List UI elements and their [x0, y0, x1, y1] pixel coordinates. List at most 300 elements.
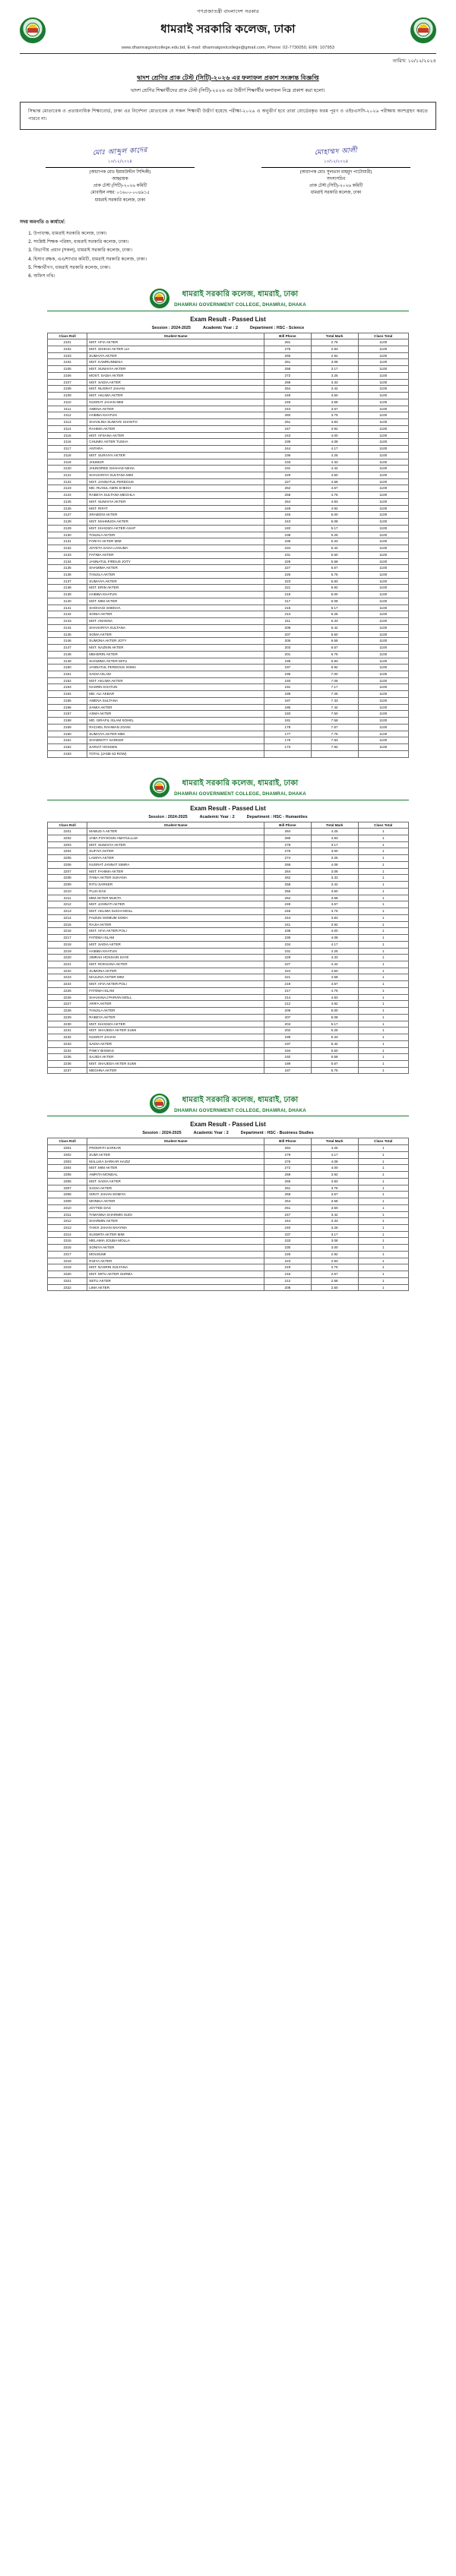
table-cell: 2102 — [48, 346, 87, 353]
table-cell: 217 — [264, 987, 312, 994]
table-cell: 2229 — [48, 1014, 87, 1021]
table-cell: 1100 — [358, 645, 409, 652]
table-cell: 4.25 — [311, 948, 358, 955]
table-row — [48, 519, 409, 526]
table-cell: 5.00 — [311, 1008, 358, 1015]
table-cell: 3.50 — [311, 888, 358, 895]
table-cell: 2123 — [48, 485, 87, 492]
table-cell: 2130 — [48, 532, 87, 538]
table-cell: 2212 — [48, 901, 87, 908]
table-cell: 5.42 — [311, 545, 358, 552]
table-cell: 201 — [264, 651, 312, 658]
table-cell: 4.75 — [311, 492, 358, 499]
table-cell: 187 — [264, 697, 312, 704]
meta-session: Session : 2024-2025 — [148, 814, 188, 819]
table-row — [48, 848, 409, 855]
table-cell: 6.17 — [311, 605, 358, 611]
table-cell: SHAHANAJ PARVIN MOLL — [87, 994, 264, 1001]
table-cell: 1100 — [358, 571, 409, 578]
table-cell: MST. ROKSANA AKTER — [87, 961, 264, 968]
table-cell: 2201 — [48, 829, 87, 835]
table-cell: SHOHAGI SHEKHA — [87, 605, 264, 611]
table-row — [48, 987, 409, 994]
table-cell: TOTAL (JANE 63 ROW) — [87, 750, 264, 757]
table-cell: 7.25 — [311, 691, 358, 698]
table-cell: 219 — [264, 592, 312, 598]
table-cell: 4.33 — [311, 459, 358, 466]
table-row — [48, 485, 409, 492]
column-header: Class Roll — [48, 1138, 87, 1145]
table-cell: 1 — [358, 1264, 409, 1271]
table-cell: 1100 — [358, 393, 409, 399]
table-row — [48, 948, 409, 955]
table-cell: 4.33 — [311, 955, 358, 961]
table-cell: 1100 — [358, 419, 409, 426]
sheet-meta — [47, 1131, 409, 1135]
table-cell: FATIMA AKTER — [87, 551, 264, 558]
table-cell: 229 — [264, 558, 312, 565]
table-cell: 238 — [264, 928, 312, 935]
table-cell: 1 — [358, 1151, 409, 1158]
college-name: ধামরাই সরকারি কলেজ, ঢাকা — [160, 23, 296, 36]
table-cell: 279 — [264, 1151, 312, 1158]
table-cell: 2117 — [48, 446, 87, 453]
table-cell: 1100 — [358, 631, 409, 638]
table-cell: JANNATUL FIRDUS JOTY — [87, 558, 264, 565]
table-cell: 207 — [264, 631, 312, 638]
table-cell: 5.50 — [311, 1047, 358, 1054]
table-cell: 1 — [358, 1028, 409, 1034]
table-cell: 1 — [358, 961, 409, 968]
table-cell: 1 — [358, 1178, 409, 1185]
college-seal-icon — [150, 778, 169, 797]
table-cell: 207 — [264, 1014, 312, 1021]
table-row — [48, 1178, 409, 1185]
table-cell: 2140 — [48, 598, 87, 605]
column-header: Class Roll — [48, 333, 87, 339]
table-cell: 234 — [264, 545, 312, 552]
table-cell: 284 — [264, 1145, 312, 1152]
table-cell: MST. MIM AKTER — [87, 598, 264, 605]
table-cell: 173 — [264, 744, 312, 751]
table-cell: MD. ISRAFIL ISLAM SOHEL — [87, 718, 264, 724]
table-row — [48, 624, 409, 631]
table-row — [48, 1034, 409, 1041]
table-cell: MST. SADIA AKTER — [87, 1178, 264, 1185]
table-row — [48, 914, 409, 921]
table-cell: 1 — [358, 968, 409, 974]
table-cell: 3.00 — [311, 848, 358, 855]
table-cell: 2119 — [48, 459, 87, 466]
table-cell: 3.92 — [311, 425, 358, 432]
table-row — [48, 981, 409, 988]
table-row — [48, 359, 409, 366]
table-cell — [311, 750, 358, 757]
table-cell: MST. ANANNA — [87, 618, 264, 625]
column-header: Total Mark — [311, 1138, 358, 1145]
table-cell: MST. AKLIMA SUCHI MOLL — [87, 908, 264, 915]
table-cell: 239 — [264, 439, 312, 446]
table-row — [48, 1245, 409, 1252]
table-cell: 3.92 — [311, 1172, 358, 1179]
table-row — [48, 399, 409, 406]
table-cell: 2214 — [48, 914, 87, 921]
table-cell: 2316 — [48, 1245, 87, 1252]
table-cell: 2125 — [48, 498, 87, 505]
table-cell: 4.42 — [311, 961, 358, 968]
table-cell: SONIA AKTER — [87, 611, 264, 618]
table-row — [48, 711, 409, 718]
table-row — [48, 658, 409, 665]
table-cell: 7.33 — [311, 697, 358, 704]
table-row — [48, 1158, 409, 1165]
table-cell: 1 — [358, 1060, 409, 1067]
table-cell: MST. MITU AKTER SURMA — [87, 1271, 264, 1278]
notice-body: সিদ্ধান্ত মোতাবেক ও প্রত্যয়নাধিক শিক্ষাবোর্ড, ঢাকা এর নির্দেশনা মোতাবেক যে সকল শিক্ষার্থী উত্তীর্ণ হয়েছে পরীক্ষা-২০২৬ এ অনুত্তীর্ণ হবে তারা বোর্ডেরকৃত ফরম পূরণ ও এইচএসসি-২০২৬ পরীক্ষায় অংশগ্রহণ করতে পারবে না। — [20, 102, 436, 131]
table-cell: 2310 — [48, 1204, 87, 1211]
table-cell: LAMIYA AKTER — [87, 855, 264, 862]
sheet-letterhead — [47, 1094, 409, 1113]
table-cell: 2132 — [48, 545, 87, 552]
table-cell: 1100 — [358, 452, 409, 459]
table-cell: 260 — [264, 412, 312, 419]
distribution-title: সদয় অবগতি ও কার্যার্থে: — [20, 219, 66, 225]
table-cell: 4.83 — [311, 994, 358, 1001]
table-cell: 5.17 — [311, 525, 358, 532]
table-cell: MST. AFIA AKTER POLI — [87, 981, 264, 988]
table-cell: 2149 — [48, 658, 87, 665]
table-cell: 2115 — [48, 432, 87, 439]
table-cell: 249 — [264, 901, 312, 908]
table-cell: 1100 — [358, 538, 409, 545]
table-cell: TAMANNA SHARMIN SUDI — [87, 1211, 264, 1218]
signature-row — [20, 147, 436, 204]
table-cell: SUMONA AKTER — [87, 968, 264, 974]
table-cell: 1 — [358, 1145, 409, 1152]
table-cell: 2236 — [48, 1060, 87, 1067]
table-cell: 1 — [358, 1277, 409, 1284]
table-cell: 3.17 — [311, 366, 358, 373]
table-cell: 1 — [358, 848, 409, 855]
table-cell: 236 — [264, 935, 312, 942]
table-row — [48, 651, 409, 658]
table-cell: 5.33 — [311, 538, 358, 545]
table-cell: 1100 — [358, 605, 409, 611]
table-cell: 1 — [358, 1284, 409, 1291]
table-cell: 2128 — [48, 519, 87, 526]
table-cell: MEGHNA AKTER — [87, 1067, 264, 1074]
table-row — [48, 704, 409, 711]
table-cell: 2143 — [48, 618, 87, 625]
table-cell: 212 — [264, 1001, 312, 1008]
sheet-meta — [47, 815, 409, 819]
table-cell: 2114 — [48, 425, 87, 432]
notice-title: দ্বাদশ শ্রেণির প্রাক টেস্ট (সিটি)-২০২৬ এর ফলাফল প্রকাশ সংক্রান্ত বিজ্ঞপ্তি — [137, 74, 319, 81]
table-cell: MELAMIA JOUBA MOLLA — [87, 1238, 264, 1245]
table-cell: 1100 — [358, 651, 409, 658]
table-cell: 229 — [264, 472, 312, 478]
table-cell: 2156 — [48, 704, 87, 711]
table-cell: 268 — [264, 861, 312, 868]
table-cell: 276 — [264, 1158, 312, 1165]
table-cell: 243 — [264, 519, 312, 526]
table-cell: 2230 — [48, 1021, 87, 1028]
table-cell: 3.25 — [311, 855, 358, 862]
table-cell: MST. JANNATI AKTER — [87, 901, 264, 908]
table-cell: 2144 — [48, 624, 87, 631]
table-cell: 7.92 — [311, 744, 358, 751]
table-cell: 2136 — [48, 571, 87, 578]
table-cell: 1100 — [358, 379, 409, 386]
column-header: Student Name — [87, 333, 264, 339]
table-cell: 5.17 — [311, 1021, 358, 1028]
table-cell: MST. AFSANA AKTER — [87, 432, 264, 439]
table-cell: 5.58 — [311, 558, 358, 565]
table-cell: 4.08 — [311, 861, 358, 868]
table-cell: 2105 — [48, 366, 87, 373]
table-cell: 2150 — [48, 665, 87, 671]
table-cell: 219 — [264, 981, 312, 988]
table-cell: 2139 — [48, 592, 87, 598]
table-cell: 2222 — [48, 968, 87, 974]
table-cell: 1 — [358, 875, 409, 882]
table-cell: 284 — [264, 829, 312, 835]
table-row — [48, 1198, 409, 1205]
table-row — [48, 841, 409, 848]
table-cell — [264, 750, 312, 757]
table-row — [48, 684, 409, 691]
table-cell: 252 — [264, 895, 312, 901]
table-row — [48, 1014, 409, 1021]
table-cell: 2207 — [48, 868, 87, 875]
table-cell: 7.83 — [311, 737, 358, 744]
table-cell: MST. MIM AKTER — [87, 1165, 264, 1172]
table-cell: 2215 — [48, 921, 87, 928]
table-row — [48, 861, 409, 868]
table-cell: 195 — [264, 671, 312, 678]
table-row — [48, 352, 409, 359]
table-cell: 2153 — [48, 684, 87, 691]
table-cell: 2155 — [48, 697, 87, 704]
table-row — [48, 875, 409, 882]
table-cell: 1 — [358, 928, 409, 935]
meta-academic-year: Academic Year : 2 — [202, 325, 238, 330]
table-cell: MST. NAZNIN AKTER — [87, 645, 264, 652]
table-cell: 194 — [264, 1047, 312, 1054]
table-cell: 1 — [358, 841, 409, 848]
table-cell: MABUD A AKTER — [87, 829, 264, 835]
table-cell: MST. AKLIMA AKTER — [87, 677, 264, 684]
table-cell: TANJILA AKTER — [87, 532, 264, 538]
table-cell: 2152 — [48, 677, 87, 684]
table-cell: 254 — [264, 386, 312, 393]
table-row — [48, 974, 409, 981]
table-cell: 2231 — [48, 1028, 87, 1034]
table-cell: 1100 — [358, 558, 409, 565]
table-cell: 2312 — [48, 1218, 87, 1225]
table-cell: 6.25 — [311, 611, 358, 618]
table-row — [48, 665, 409, 671]
table-cell: 3.08 — [311, 359, 358, 366]
table-cell: MST. MAHMUDA AKTER — [87, 519, 264, 526]
table-cell: 1100 — [358, 618, 409, 625]
table-cell: 231 — [264, 466, 312, 472]
table-cell: 4.75 — [311, 987, 358, 994]
table-cell: 2142 — [48, 611, 87, 618]
table-cell: 2223 — [48, 974, 87, 981]
table-row — [48, 512, 409, 519]
table-cell: FAIZUN SHIMUM SOMA — [87, 914, 264, 921]
table-cell: 4.08 — [311, 935, 358, 942]
table-cell: 1 — [358, 1192, 409, 1198]
table-cell: 7.17 — [311, 684, 358, 691]
table-cell: 2148 — [48, 651, 87, 658]
table-cell: 1 — [358, 1245, 409, 1252]
table-cell: 4.08 — [311, 439, 358, 446]
table-cell: JOYTEE DAS — [87, 1204, 264, 1211]
table-cell: 1 — [358, 855, 409, 862]
result-sheet — [0, 284, 456, 766]
table-row — [48, 1172, 409, 1179]
table-cell: 2.83 — [311, 346, 358, 353]
table-cell: 4.42 — [311, 466, 358, 472]
table-cell: 5.67 — [311, 565, 358, 572]
table-cell: HABIBA KHATUN — [87, 412, 264, 419]
table-cell: 3.00 — [311, 1245, 358, 1252]
table-cell: 202 — [264, 1028, 312, 1034]
table-cell: 4.00 — [311, 432, 358, 439]
table-cell: ANTARA — [87, 446, 264, 453]
table-cell: 1 — [358, 987, 409, 994]
table-row — [48, 921, 409, 928]
table-row — [48, 406, 409, 412]
table-row — [48, 718, 409, 724]
table-cell: 197 — [264, 665, 312, 671]
table-cell: 2320 — [48, 1271, 87, 1278]
notice-subtitle: দ্বাদশ শ্রেণির শিক্ষার্থীদের প্রাক টেস্ট (সিটি)-২০২৬ এর উত্তীর্ণ শিক্ষার্থীর ফলাফল নিম্নে প্রকাশ করা হলো। — [131, 88, 325, 93]
table-cell: MD. ALI AKBAR — [87, 691, 264, 698]
table-cell: 1 — [358, 1165, 409, 1172]
table-cell: MONIKA AKTER — [87, 1198, 264, 1205]
table-cell: 246 — [264, 399, 312, 406]
table-cell: 209 — [264, 624, 312, 631]
table-row — [48, 379, 409, 386]
table-cell: RAJIA AKTER — [87, 921, 264, 928]
table-cell: 1100 — [358, 545, 409, 552]
table-cell: 204 — [264, 1021, 312, 1028]
table-cell: 261 — [264, 359, 312, 366]
table-row — [48, 638, 409, 645]
table-cell: PUJA DAS — [87, 888, 264, 895]
table-cell: MOUSUMI — [87, 1251, 264, 1258]
table-cell: TANIA AKTER SUHANA — [87, 875, 264, 882]
table-cell: 251 — [264, 1204, 312, 1211]
table-cell: 1 — [358, 1021, 409, 1028]
table-cell: 2.92 — [311, 1251, 358, 1258]
sheet-letterhead — [47, 778, 409, 797]
table-cell: 2313 — [48, 1225, 87, 1232]
table-cell: 286 — [264, 835, 312, 842]
table-cell: 244 — [264, 914, 312, 921]
sheet-letterhead — [47, 289, 409, 308]
signature-date: ১০/১২/২০২৪ — [323, 159, 349, 164]
table-cell: 2104 — [48, 359, 87, 366]
table-cell: RAHIMA AKTER — [87, 425, 264, 432]
table-cell: 258 — [264, 366, 312, 373]
table-row — [48, 346, 409, 353]
table-cell: SHAHLINA SUMAYE SHANTO — [87, 419, 264, 426]
table-cell: 237 — [264, 1231, 312, 1238]
table-cell: 4.08 — [311, 1158, 358, 1165]
result-sheet — [0, 1081, 456, 1299]
meta-department: Department : HSC - Humanities — [246, 814, 308, 819]
table-cell: 1100 — [358, 684, 409, 691]
table-cell: 1 — [358, 955, 409, 961]
table-cell: 1 — [358, 1231, 409, 1238]
table-row — [48, 372, 409, 379]
table-row — [48, 412, 409, 419]
table-cell: 5.25 — [311, 1028, 358, 1034]
table-cell: 1100 — [358, 505, 409, 512]
table-cell: 227 — [264, 478, 312, 485]
table-cell: 240 — [264, 525, 312, 532]
table-row — [48, 366, 409, 373]
table-cell: 1 — [358, 835, 409, 842]
table-cell: 5.50 — [311, 551, 358, 558]
table-cell: 2162 — [48, 744, 87, 751]
table-cell: 254 — [264, 1198, 312, 1205]
table-cell: SUFIYA AKTER — [87, 848, 264, 855]
table-cell: HABIBA KHATUN — [87, 948, 264, 955]
table-cell: 2127 — [48, 512, 87, 519]
table-cell: 7.00 — [311, 671, 358, 678]
table-row — [48, 551, 409, 558]
table-cell: 234 — [264, 941, 312, 948]
table-cell: 214 — [264, 994, 312, 1001]
table-cell: 2112 — [48, 412, 87, 419]
table-cell: 1100 — [358, 665, 409, 671]
table-cell: 5.00 — [311, 512, 358, 519]
table-cell: 1100 — [358, 611, 409, 618]
table-cell: MOST. SADIA AKTER — [87, 372, 264, 379]
signature-line-5: ধামরাই সরকারি কলেজ, ঢাকা — [94, 197, 146, 203]
sheet-title: Exam Result - Passed List — [190, 1121, 266, 1129]
table-cell: SAMIA AKTER — [87, 704, 264, 711]
table-row — [48, 901, 409, 908]
table-cell: 1100 — [358, 439, 409, 446]
table-cell: 7.67 — [311, 724, 358, 731]
distribution-list — [20, 229, 436, 281]
table-cell: 3.92 — [311, 921, 358, 928]
table-row — [48, 731, 409, 737]
table-cell: ASMA AKTER — [87, 711, 264, 718]
table-row — [48, 532, 409, 538]
table-cell: 2209 — [48, 882, 87, 889]
table-cell: 272 — [264, 372, 312, 379]
table-cell: 2163 — [48, 750, 87, 757]
table-cell: 2120 — [48, 466, 87, 472]
table-row — [48, 452, 409, 459]
table-row — [48, 605, 409, 611]
table-row — [48, 1028, 409, 1034]
signature-line-2: আহ্বায়ক — [112, 176, 128, 182]
table-cell: 1 — [358, 914, 409, 921]
table-cell: 3.08 — [311, 868, 358, 875]
table-cell: 2.58 — [311, 1277, 358, 1284]
table-cell: 2301 — [48, 1145, 87, 1152]
table-cell: SADIA ISLAM — [87, 671, 264, 678]
table-cell: 261 — [264, 1185, 312, 1192]
